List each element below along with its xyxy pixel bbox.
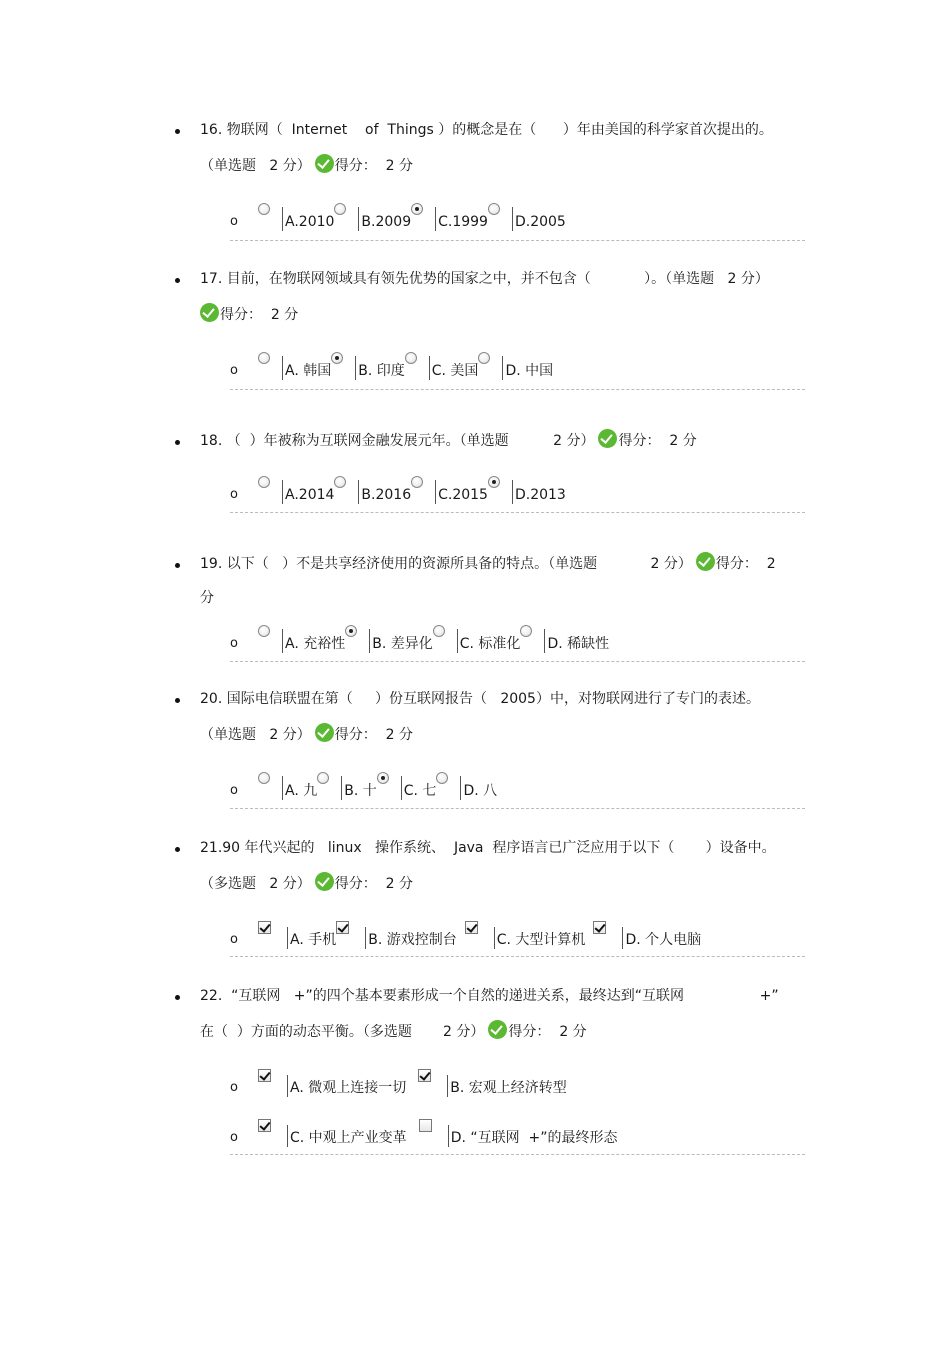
- divider: [230, 1154, 805, 1155]
- option-frame: [365, 927, 366, 949]
- option-label: C. 标准化: [459, 636, 521, 652]
- divider: [230, 389, 805, 390]
- question-meta: [200, 1021, 587, 1043]
- option-a[interactable]: [258, 921, 336, 949]
- option-c[interactable]: [258, 1119, 407, 1147]
- option-label: C. 七: [403, 783, 437, 799]
- option-label: A. 充裕性: [285, 636, 346, 652]
- option-a[interactable]: [258, 625, 345, 653]
- question-text: [200, 430, 697, 452]
- question-continuation: 分: [200, 590, 214, 606]
- question-line: 目前，在物联网领域具有领先优势的国家之中，并不包含（ ）。（单选题 2 分）: [226, 271, 769, 287]
- option-label: D. 个人电脑: [625, 932, 702, 948]
- radio-button-selected[interactable]: [377, 772, 389, 784]
- option-d[interactable]: [593, 921, 701, 949]
- question-text: [200, 688, 760, 710]
- question-text: [200, 119, 773, 141]
- option-marker: o: [230, 1130, 238, 1145]
- score-text: 得分： 2 分: [334, 158, 413, 174]
- option-frame: [358, 480, 359, 504]
- option-frame: [282, 356, 283, 380]
- option-frame: [435, 207, 436, 231]
- question-number: 18.: [200, 433, 223, 449]
- option-c[interactable]: [377, 772, 437, 800]
- score-text: 得分： 2 分: [334, 727, 413, 743]
- option-frame: [355, 356, 356, 380]
- option-a[interactable]: [258, 476, 334, 504]
- question-meta: [200, 304, 298, 326]
- option-c[interactable]: [465, 921, 586, 949]
- option-b[interactable]: [331, 352, 405, 380]
- radio-button[interactable]: [334, 203, 346, 215]
- question-text: [200, 268, 769, 290]
- option-label: A. 微观上连接一切: [290, 1080, 407, 1096]
- question-line: “互联网 +”的四个基本要素形成一个自然的递进关系，最终达到“互联网 +”: [231, 988, 779, 1004]
- option-frame: [401, 776, 402, 800]
- question-type-score: （单选题 2 分）: [200, 158, 311, 174]
- option-label: D.2013: [514, 487, 566, 503]
- option-d[interactable]: [520, 625, 609, 653]
- radio-button-selected[interactable]: [331, 352, 343, 364]
- option-label: B. 游戏控制台: [368, 932, 457, 948]
- option-label: C.2015: [438, 487, 488, 503]
- option-a[interactable]: [258, 203, 334, 231]
- question-type-score: （单选题 2 分）: [200, 727, 311, 743]
- option-d[interactable]: [436, 772, 497, 800]
- radio-button[interactable]: [317, 772, 329, 784]
- score-text: 得分： 2 分: [220, 307, 299, 323]
- option-label: A. 韩国: [285, 363, 332, 379]
- option-marker: o: [230, 487, 238, 502]
- option-b[interactable]: [345, 625, 433, 653]
- option-frame: [358, 207, 359, 231]
- option-frame: [282, 629, 283, 653]
- question-meta: [200, 873, 413, 895]
- option-label: D. “互联网 +”的最终形态: [450, 1130, 618, 1146]
- question-number: 17.: [200, 271, 223, 287]
- bullet-dot-icon: [175, 440, 180, 445]
- check-circle-icon: [488, 1020, 507, 1039]
- divider: [230, 808, 805, 809]
- option-marker: o: [230, 1080, 238, 1095]
- option-label: B. 印度: [358, 363, 405, 379]
- question-line: （ ）年被称为互联网金融发展元年。（单选题 2 分）: [226, 433, 595, 449]
- option-frame: [544, 629, 545, 653]
- option-label: B. 宏观上经济转型: [450, 1080, 567, 1096]
- radio-button[interactable]: [258, 772, 270, 784]
- option-marker: o: [230, 932, 238, 947]
- option-d[interactable]: [419, 1119, 618, 1147]
- check-circle-icon: [598, 429, 617, 448]
- question-text: [200, 553, 776, 575]
- option-d[interactable]: [488, 203, 566, 231]
- score-text: 得分： 2 分: [508, 1024, 587, 1040]
- option-c[interactable]: [405, 352, 479, 380]
- question-number: 16.: [200, 122, 223, 138]
- radio-button[interactable]: [411, 476, 423, 488]
- check-circle-icon: [200, 303, 219, 322]
- option-frame: [447, 1075, 448, 1097]
- check-circle-icon: [315, 723, 334, 742]
- option-label: C.1999: [438, 214, 488, 230]
- option-label: B. 差异化: [372, 636, 433, 652]
- question-number: 19.: [200, 556, 223, 572]
- option-marker: o: [230, 636, 238, 651]
- option-label: B.2016: [361, 487, 412, 503]
- option-frame: [460, 776, 461, 800]
- option-label: A. 九: [285, 783, 318, 799]
- checkbox-checked[interactable]: [258, 921, 271, 934]
- option-frame: [457, 629, 458, 653]
- checkbox-checked[interactable]: [465, 921, 478, 934]
- option-frame: [512, 480, 513, 504]
- options-row: [230, 625, 609, 653]
- option-frame: [287, 927, 288, 949]
- checkbox-unchecked[interactable]: [419, 1119, 432, 1132]
- radio-button[interactable]: [405, 352, 417, 364]
- option-label: D.2005: [514, 214, 566, 230]
- bullet-dot-icon: [175, 563, 180, 568]
- question-line: 以下（ ）不是共享经济使用的资源所具备的特点。（单选题 2 分）: [226, 556, 692, 572]
- option-frame: [494, 927, 495, 949]
- checkbox-checked[interactable]: [258, 1119, 271, 1132]
- options-row: [230, 772, 497, 800]
- option-frame: [448, 1125, 449, 1147]
- radio-button[interactable]: [258, 476, 270, 488]
- question-line: 国际电信联盟在第（ ）份互联网报告（ 2005）中，对物联网进行了专门的表述。: [226, 691, 760, 707]
- radio-button-selected[interactable]: [488, 476, 500, 488]
- radio-button[interactable]: [436, 772, 448, 784]
- options-row: [230, 352, 553, 380]
- divider: [230, 956, 805, 957]
- radio-button[interactable]: [433, 625, 445, 637]
- radio-button[interactable]: [520, 625, 532, 637]
- bullet-dot-icon: [175, 847, 180, 852]
- option-frame: [282, 776, 283, 800]
- options-row-2: [230, 1119, 618, 1147]
- option-label: D. 稀缺性: [547, 636, 610, 652]
- bullet-dot-icon: [175, 129, 180, 134]
- bullet-dot-icon: [175, 278, 180, 283]
- radio-button[interactable]: [258, 203, 270, 215]
- option-frame: [429, 356, 430, 380]
- divider: [230, 512, 805, 513]
- option-frame: [287, 1075, 288, 1097]
- score-text: 得分： 2 分: [334, 876, 413, 892]
- options-row: [230, 476, 566, 504]
- option-b[interactable]: [334, 476, 411, 504]
- option-c[interactable]: [433, 625, 521, 653]
- radio-button-selected[interactable]: [345, 625, 357, 637]
- option-frame: [435, 480, 436, 504]
- check-circle-icon: [315, 872, 334, 891]
- option-a[interactable]: [258, 1069, 406, 1097]
- option-label: B.2009: [361, 214, 412, 230]
- options-row-1: [230, 1069, 567, 1097]
- option-label: A.2010: [285, 214, 335, 230]
- divider: [230, 661, 805, 662]
- checkbox-checked[interactable]: [336, 921, 349, 934]
- option-d[interactable]: [478, 352, 553, 380]
- option-b[interactable]: [336, 921, 457, 949]
- option-frame: [341, 776, 342, 800]
- option-marker: o: [230, 783, 238, 798]
- question-number: 20.: [200, 691, 223, 707]
- option-b[interactable]: [334, 203, 411, 231]
- option-c[interactable]: [411, 203, 488, 231]
- question-meta: [200, 724, 413, 746]
- option-marker: o: [230, 214, 238, 229]
- option-a[interactable]: [258, 352, 331, 380]
- option-frame: [287, 1125, 288, 1147]
- checkbox-checked[interactable]: [258, 1069, 271, 1082]
- option-frame: [282, 207, 283, 231]
- option-label: C. 美国: [431, 363, 479, 379]
- option-label: D. 八: [463, 783, 498, 799]
- bullet-dot-icon: [175, 995, 180, 1000]
- score-text: 得分： 2 分: [618, 433, 697, 449]
- option-frame: [512, 207, 513, 231]
- option-frame: [282, 480, 283, 504]
- radio-button[interactable]: [258, 352, 270, 364]
- option-c[interactable]: [411, 476, 488, 504]
- option-label: A. 手机: [290, 932, 337, 948]
- options-row: [230, 203, 566, 231]
- option-a[interactable]: [258, 772, 317, 800]
- score-text: 得分： 2: [715, 556, 776, 572]
- checkbox-checked[interactable]: [418, 1069, 431, 1082]
- radio-button[interactable]: [334, 476, 346, 488]
- bullet-dot-icon: [175, 698, 180, 703]
- radio-button[interactable]: [488, 203, 500, 215]
- question-line: 物联网（ Internet of Things ）的概念是在（ ）年由美国的科学家首次提出的。: [226, 122, 773, 138]
- question-text: [200, 837, 776, 859]
- option-b[interactable]: [418, 1069, 567, 1097]
- question-type-score: （多选题 2 分）: [200, 876, 311, 892]
- option-label: D. 中国: [505, 363, 554, 379]
- option-label: B. 十: [344, 783, 377, 799]
- check-circle-icon: [315, 154, 334, 173]
- question-number: 21.: [200, 840, 223, 856]
- check-circle-icon: [696, 552, 715, 571]
- option-marker: o: [230, 363, 238, 378]
- option-frame: [622, 927, 623, 949]
- question-meta: [200, 155, 413, 177]
- radio-button[interactable]: [478, 352, 490, 364]
- option-label: C. 大型计算机: [496, 932, 586, 948]
- radio-button[interactable]: [258, 625, 270, 637]
- question-text: [200, 985, 779, 1007]
- option-frame: [502, 356, 503, 380]
- radio-button-selected[interactable]: [411, 203, 423, 215]
- options-row: [230, 921, 701, 949]
- option-label: C. 中观上产业变革: [290, 1130, 407, 1146]
- question-line: 90 年代兴起的 linux 操作系统、 Java 程序语言已广泛应用于以下（ ）设备中。: [222, 840, 776, 856]
- question-continuation-type-score: 在（ ）方面的动态平衡。（多选题 2 分）: [200, 1024, 485, 1040]
- option-b[interactable]: [317, 772, 377, 800]
- question-number: 22.: [200, 988, 223, 1004]
- option-frame: [369, 629, 370, 653]
- option-d[interactable]: [488, 476, 566, 504]
- option-label: A.2014: [285, 487, 335, 503]
- divider: [230, 240, 805, 241]
- checkbox-checked[interactable]: [593, 921, 606, 934]
